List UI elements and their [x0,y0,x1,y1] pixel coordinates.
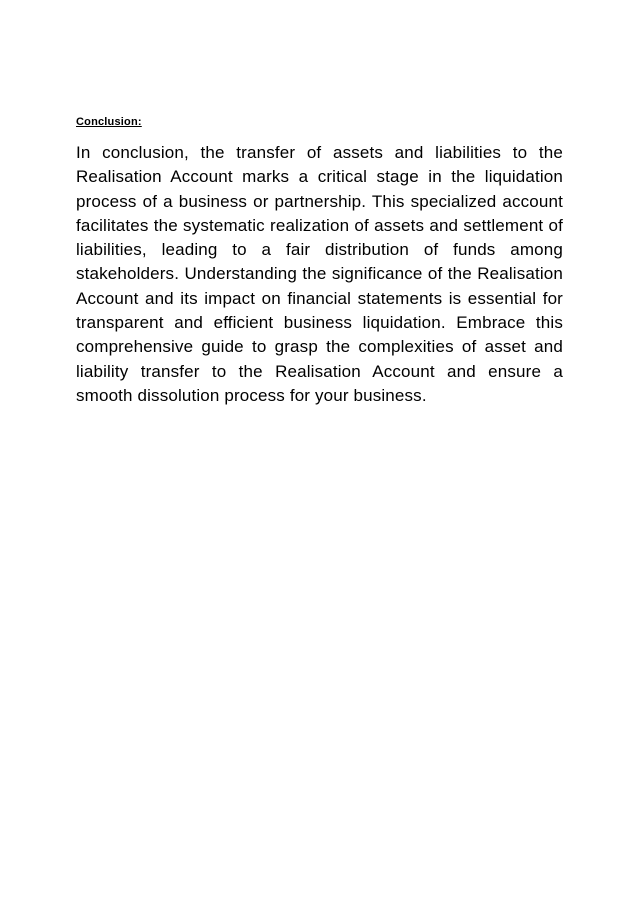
section-heading: Conclusion: [76,116,142,128]
conclusion-paragraph: In conclusion, the transfer of assets and liabilities to the Realisation Account marks a critical stage in the liquidation process of a business or partnership. This specialized account facilitates the systematic realization of assets and settlement of liabilities, leading to a fair distribution of funds among stakeholders. Understanding the significance of the Realisation Account and its impact on financial statements is essential for transparent and efficient business liquidation. Embrace this comprehensive guide to grasp the complexities of asset and liability transfer to the Realisation Account and ensure a smooth dissolution process for your business. [76,143,563,405]
